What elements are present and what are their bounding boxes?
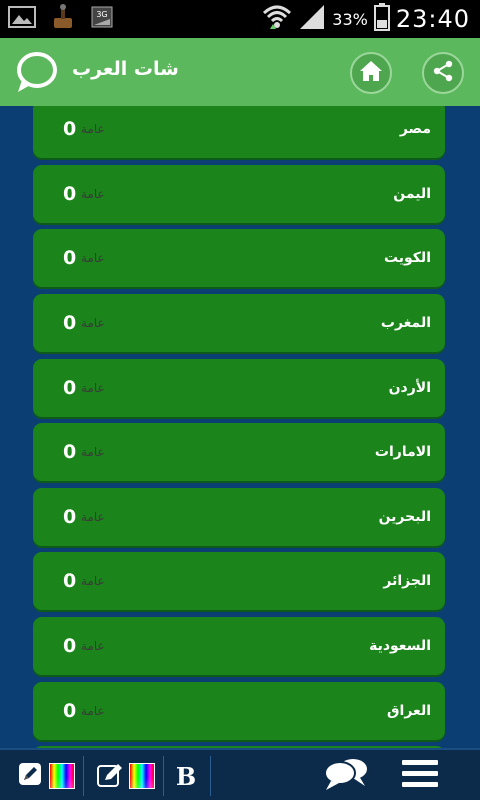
room-name: البحرين xyxy=(378,509,431,525)
bottom-toolbar xyxy=(0,748,480,800)
room-item[interactable] xyxy=(33,229,445,287)
menu-button[interactable] xyxy=(400,758,440,794)
toolbar-divider xyxy=(163,756,164,796)
room-tag: عامة xyxy=(81,122,105,136)
room-tag: عامة xyxy=(81,316,105,330)
room-user-count: 0 xyxy=(63,700,77,722)
pencil-icon xyxy=(18,762,42,790)
clock: 23:40 xyxy=(395,5,470,33)
room-list[interactable] xyxy=(0,106,480,748)
room-name: السعودية xyxy=(369,638,431,654)
text-color-button[interactable] xyxy=(16,758,44,794)
room-user-count: 0 xyxy=(63,506,77,528)
room-item[interactable] xyxy=(33,423,445,481)
bold-icon: B xyxy=(175,761,197,791)
room-name: المغرب xyxy=(380,315,431,331)
toolbar-divider xyxy=(210,756,211,796)
room-tag: عامة xyxy=(81,510,105,524)
speech-bubble-icon xyxy=(14,50,58,94)
edit-icon xyxy=(97,761,125,791)
share-button[interactable] xyxy=(422,52,464,94)
room-tag: عامة xyxy=(81,639,105,653)
3g-icon xyxy=(90,5,114,33)
room-name: مصر xyxy=(399,121,431,137)
bold-button[interactable] xyxy=(172,758,200,794)
room-user-count: 0 xyxy=(63,247,77,269)
notification-icon xyxy=(48,4,78,34)
room-item[interactable] xyxy=(33,359,445,417)
room-tag: عامة xyxy=(81,445,105,459)
room-user-count: 0 xyxy=(63,118,77,140)
room-name: الأردن xyxy=(388,380,431,396)
room-user-count: 0 xyxy=(63,377,77,399)
color-palette-icon xyxy=(49,763,75,789)
room-item[interactable] xyxy=(33,488,445,546)
room-item[interactable] xyxy=(33,682,445,740)
room-name: الامارات xyxy=(374,444,431,460)
gallery-icon xyxy=(8,5,36,33)
room-item[interactable] xyxy=(33,106,445,158)
status-bar-system xyxy=(262,4,470,34)
toolbar-divider xyxy=(83,756,84,796)
text-color-palette[interactable] xyxy=(48,758,76,794)
room-user-count: 0 xyxy=(63,441,77,463)
room-user-count: 0 xyxy=(63,570,77,592)
chat-icon xyxy=(323,756,369,796)
app-bar xyxy=(0,38,480,106)
home-button[interactable] xyxy=(350,52,392,94)
room-tag: عامة xyxy=(81,187,105,201)
room-name: العراق xyxy=(387,703,431,719)
app-title: شات العرب xyxy=(72,58,179,80)
room-item[interactable] xyxy=(33,165,445,223)
color-palette-icon xyxy=(129,763,155,789)
status-bar xyxy=(0,0,480,38)
room-tag: عامة xyxy=(81,251,105,265)
chat-button[interactable] xyxy=(322,758,370,794)
home-icon xyxy=(359,60,383,86)
room-tag: عامة xyxy=(81,574,105,588)
share-icon xyxy=(432,60,454,86)
menu-icon xyxy=(401,758,439,794)
room-item[interactable] xyxy=(33,617,445,675)
battery-icon xyxy=(374,3,390,35)
signal-icon xyxy=(298,4,326,34)
room-user-count: 0 xyxy=(63,635,77,657)
room-name: الجزائر xyxy=(383,573,431,589)
room-user-count: 0 xyxy=(63,312,77,334)
room-name: اليمن xyxy=(393,186,431,202)
room-tag: عامة xyxy=(81,381,105,395)
battery-percent: 33% xyxy=(332,9,368,29)
room-name: الكويت xyxy=(383,250,431,266)
edit-button[interactable] xyxy=(96,758,126,794)
wifi-icon xyxy=(262,3,292,35)
room-user-count: 0 xyxy=(63,183,77,205)
room-item[interactable] xyxy=(33,294,445,352)
svg-text:3G: 3G xyxy=(96,10,108,19)
room-item[interactable] xyxy=(33,552,445,610)
room-tag: عامة xyxy=(81,704,105,718)
background-color-palette[interactable] xyxy=(128,758,156,794)
status-bar-notifications xyxy=(8,6,114,32)
